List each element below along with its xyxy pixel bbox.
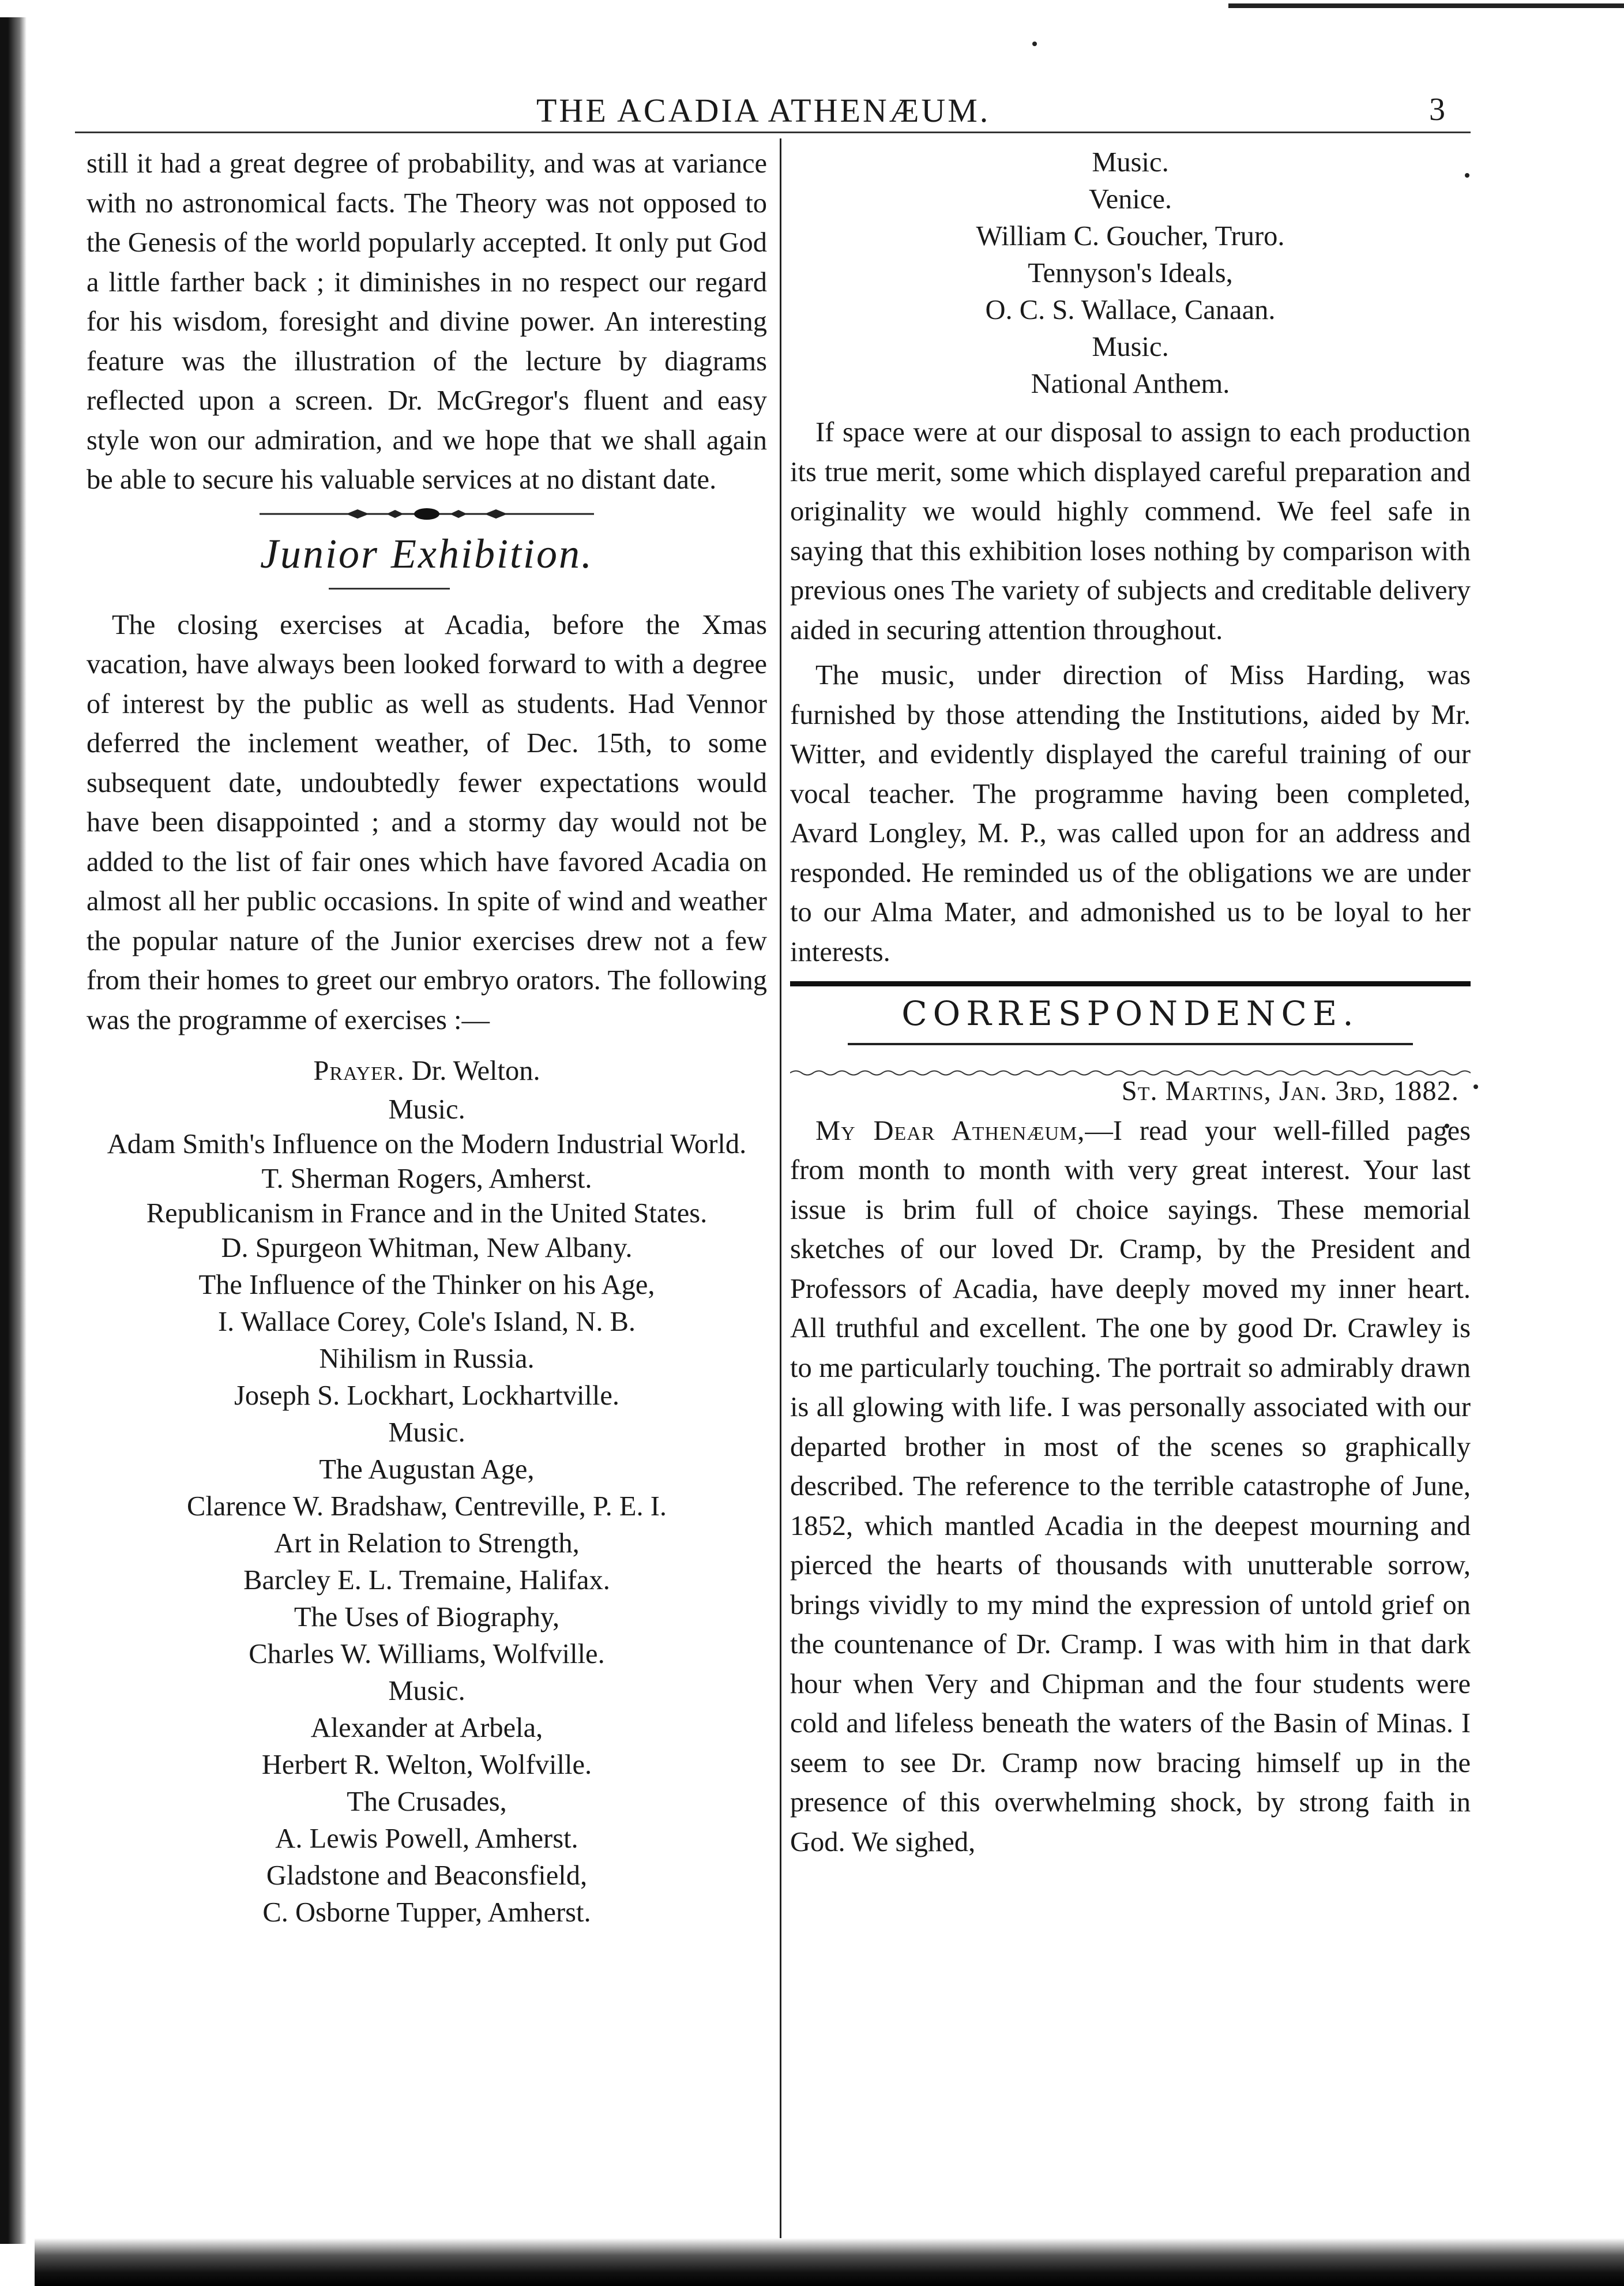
programme-item: Nihilism in Russia. [319,1343,535,1374]
left-column [87,144,767,1931]
programme-item: O. C. S. Wallace, Canaan. [985,295,1276,325]
programme-item: Tennyson's Ideals, [1028,258,1233,288]
correspondence-rule [848,1043,1413,1045]
programme-item: National Anthem. [1031,369,1230,399]
programme-item: Republicanism in France and in the United States. [146,1198,708,1229]
junior-exhibition-heading: Junior Exhibition. [260,530,593,577]
programme-item: Music. [1092,147,1169,178]
programme-item: D. Spurgeon Whitman, New Albany. [221,1232,633,1263]
programme-item: Music. [388,1675,465,1706]
lecture-conclusion: still it had a great degree of probability, and was at variance with no astronomical facts. The Theory was not opposed to the Genesis of the world popularly accepted. It only put God a little farther back ; it diminishes in no respect our regard for his wisdom, foresight and divine power. An interesting feature was the illustration of the lecture by diagrams reflected upon a screen. Dr. McGregor's fluent and easy style won our admiration, and we hope that we shall again be able to secure his valuable services at no distant date. [87,148,767,495]
letter-body [790,1112,1471,1863]
programme-item: C. Osborne Tupper, Amherst. [262,1897,591,1928]
heading-rule [329,588,450,590]
programme-item: T. Sherman Rogers, Amherst. [261,1163,592,1194]
letter-dateline: St. Martins, Jan. 3rd, 1882. [1121,1076,1459,1106]
head-rule [75,132,1471,133]
programme-item: Barcley E. L. Tremaine, Halifax. [243,1564,610,1596]
scan-speck [1032,42,1037,46]
scan-top-rule [1228,3,1624,8]
programme-item: Herbert R. Welton, Wolfville. [261,1749,592,1780]
wavy-rule [790,1049,1471,1057]
programme-item: Music. [1092,332,1169,362]
programme-item: I. Wallace Corey, Cole's Island, N. B. [217,1306,636,1337]
programme-item: The Influence of the Thinker on his Age, [198,1269,655,1300]
music-paragraph: The music, under direction of Miss Harding, was furnished by those attending the Institutions, aided by Mr. Witter, and evidently displayed the careful training of our vocal teacher. The programme having been completed, Avard Longley, M. P., was called upon for an address and responded. He reminded us of the obligations we are under to our Alma Mater, and admonished us to be loyal to her interests. [790,660,1471,967]
letter-text: —I read your well-filled pages from month to month with very great interest. Your last issue is brim full of choice sayings. These memorial sketches of our loved Dr. Cramp, by the President and Professors of Acadia, have deeply moved my inner heart. All truthful and excellent. The one by good Dr. Crawley is to me particularly touching. The portrait so admirably drawn is all glowing with life. I was personally associated with our departed brother in most of the scenes so graphically described. The reference to the terrible catastrophe of June, 1852, which mantled Acadia in the deepest mourning and pierced the hearts of thousands with unutterable sorrow, brings vividly to my mind the expression of untold grief on the countenance of Dr. Cramp. I was with him in that dark hour when Very and Chipman and the four students were cold and lifeless beneath the waters of the Basin of Minas. I seem to see Dr. Cramp now bracing himself up in the presence of this overwhelming shock, by strong faith in God. We sighed, [790,1115,1471,1857]
scan-speck [1473,1084,1478,1089]
programme-item: Alexander at Arbela, [310,1712,543,1743]
programme-item: Adam Smith's Influence on the Modern Industrial World. [107,1128,747,1159]
prayer-by: Dr. Welton. [404,1056,540,1086]
prayer-label: Prayer. [313,1056,405,1086]
exhibition-review: If space were at our disposal to assign to each production its true merit, some which displayed careful preparation and originality we would highly commend. We feel safe in saying that this exhibition loses nothing by comparison with previous ones The variety of subjects and creditable delivery aided in securing attention throughout. [790,417,1471,645]
section-ornament [87,501,767,527]
programme-item: Gladstone and Beaconsfield, [266,1860,588,1891]
letter-salutation: My Dear Athenæum, [815,1115,1085,1146]
publication-title: THE ACADIA ATHENÆUM. [536,92,991,129]
programme-item: Joseph S. Lockhart, Lockhartville. [234,1380,620,1411]
page-number: 3 [1429,92,1445,127]
programme-item: Charles W. Williams, Wolfville. [249,1638,605,1669]
programme-item: The Uses of Biography, [294,1601,560,1632]
scan-bottom-edge [35,2238,1624,2286]
ornament-icon [260,507,594,521]
running-head [0,91,1624,132]
section-heavy-rule [790,981,1471,986]
column-rule [780,138,781,2238]
right-column [790,144,1471,1862]
programme-item: A. Lewis Powell, Amherst. [275,1823,578,1854]
programme-item: Music. [388,1417,465,1448]
programme-item: The Augustan Age, [319,1454,535,1485]
programme-item: Clarence W. Bradshaw, Centreville, P. E. I. [187,1491,667,1522]
programme-item: Music. [388,1094,465,1125]
programme-item: William C. Goucher, Truro. [976,221,1285,252]
programme-item: Venice. [1088,184,1172,215]
programme-item: The Crusades, [347,1786,507,1817]
programme-prayer [87,1052,767,1091]
programme-item: Art in Relation to Strength, [274,1527,580,1559]
scan-binding-edge [0,17,27,2244]
correspondence-heading: CORRESPONDENCE. [901,994,1359,1033]
junior-exhibition-intro: The closing exercises at Acadia, before the Xmas vacation, have always been looked forward to with a degree of interest by the public as well as students. Had Vennor deferred the inclement weather, of Dec. 15th, to some subsequent date, undoubtedly fewer expectations would have been disappointed ; and a stormy day would not be added to the list of fair ones which have favored Acadia on almost all her public occasions. In spite of wind and weather the popular nature of the Junior exercises drew not a few from their homes to greet our embryo orators. The following was the programme of exercises :— [87,609,767,1035]
